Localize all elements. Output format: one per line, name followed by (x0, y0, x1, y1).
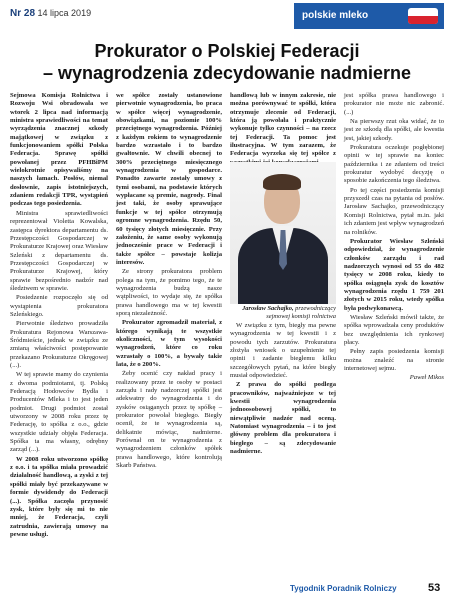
article-title (10, 40, 444, 84)
photo-caption (230, 305, 336, 321)
article-title-line2: – wynagrodzenia zdecydowanie nadmierne (42, 63, 412, 83)
issue-date: 14 lipca 2019 (37, 8, 92, 18)
issue-number: Nr 28 (10, 8, 36, 19)
article-column-1 (10, 92, 108, 540)
portrait-photo (230, 162, 336, 304)
article-lead: Sejmowa Komisja Rolnictwa i Rozwoju Wsi obradowała we wtorek 2 lipca nad informacją ministra sprawiedliwości na temat wyrządzenia znacznej szkody majątkowej w związku z funkcjonowaniem spółki Polska Federacja. Sprawę spółki powołanej przez PFHBiPM wielokrotnie opisywaliśmy na naszych łamach. Posłów, niemal dosłownie, zapis istotniejszych, zdaniem redakcji TPR, wystąpień podczas tego posiedzenia. (10, 92, 108, 208)
article-paragraph: W związku z tym, biegły ma pewne wynagrodzenia w tej kwestii i z powodu tych zarzutów. Prokuratura złożyła wniosek o uzupełnienie tej opinii i zadanie biegłemu kilku szczegółowych pytań, na które biegły musiał odpowiedzieć. (230, 322, 336, 380)
issue-info (10, 8, 91, 19)
article-paragraph: jest spółka prawa handlowego i prokurator nie może nic zabronić. (...) (344, 92, 444, 116)
article-paragraph: Ze strony prokuratora problem polega na tym, że pomimo tego, że te wynagrodzenia budzą nasze wątpliwości, to wydaje się, że spółka prawa handlowego ma w tej kwestii sporą niezależność. (116, 268, 222, 317)
article-column-3-lower (230, 322, 336, 458)
page-number: 53 (428, 582, 441, 594)
article-paragraph: Żeby ocenić czy nakład pracy i realizowany przez te osoby w postaci zarządu i rady nadzorczej spółki jest adekwatny do wynagrodzenia i do zysków osiąganych przez tę spółkę – prokurator powołał biegłego. Biegły ocenił, że te wynagrodzenia są, delikatnie mówiąc, nadmierne. Porównał on te wynagrodzenia z wynagrodzeniem członków spółek prawa handlowego, które kontrolują Skarb Państwa. (116, 370, 222, 470)
article-paragraph: Z prawa do spółki podlega pracowników, najważniejsze w tej kwestii wynagrodzenia jednoosobowej spółki, to niewątpliwie nadzór nad oceną. Natomiast wynagrodzenia – i to jest główny problem dla prokuratora i biegłego – są zdecydowanie nadmierne. (230, 381, 336, 456)
article-paragraph: Prokuratura oczekuje pogłębionej opinii w tej sprawie na koniec października i ze zdaniem od treści prokuratur wydobyć decyzję o sposobie zakończenia tego śledztwa. (344, 144, 444, 185)
footer-brand: Tygodnik Poradnik Rolniczy (290, 584, 397, 593)
article-paragraph: handlową lub w innym zakresie, nie można porównywać te spółki, która otrzymuje zlecenie od Federacji, która ją powołała i praktycznie wykonuje tylko czynności – na rzecz tej Federacji. Ta pomoc jest ilustracyjna. W tym zarazem, że Federacja wyrzeka się tej spółce z (230, 92, 336, 158)
caption-name: Jarosław Sachajko, (242, 305, 294, 312)
article-paragraph: Prokurator zgromadził materiał, z którego wynikają te wszystkie okoliczności, w tym wysokości wynagrodzeń, które co roku wzrastały o 100%, a bywały takie lata, że o 200%. (116, 319, 222, 368)
section-brand-banner (294, 3, 444, 29)
article-paragraph: Wiesław Szleński mówił także, że spółka wprowadzała ceny produktów bez uwzględnienia ich rynkowej płacy. (344, 313, 444, 346)
article-paragraph: Po tej części posiedzenia komisji przyszedł czas na pytania od posłów. Jarosław Sachajko, przewodniczący Komisji Rolnictwa, pytał m.in. jaki ich zdaniem jest wpływ wynagrodzeń na rolników. (344, 186, 444, 236)
article-paragraph: W tej sprawie mamy do czynienia z dwoma podmiotami, tj. Polską Federacją Hodowców Bydła i Producentów Mleka i to jest jeden podmiot. Drugi podmiot został utworzony w 2008 roku przez tę Federację, to spółka z o.o., gdzie wszystkie udziały objęła Federacja. Spółka ta ma własny, odrębny zarząd (...). (10, 371, 108, 454)
article-paragraph: W 2008 roku utworzono spółkę z o.o. i ta spółka miała prowadzić działalność handlową, a zyski z tej spółki miały być przekazywane w formie dywidendy do Federacji (...). Spółka zaczęła przynosić zysk, które były się mi to nie mniej, że Federacja, czyli zatrudnia, zawierają umowy na pewne usługi. (10, 455, 108, 538)
article-title-line1: Prokurator o Polskiej Federacji (94, 41, 360, 61)
caption-role: przewodniczący sejmowej komisji rolnictwa (266, 305, 336, 320)
page-footer (0, 578, 454, 600)
article-author: Paweł Mikos (409, 374, 444, 382)
article-paragraph: Ministra sprawiedliwości reprezentował Violetta Kowalska, zastępca dyrektora departamentu ds. Przestępczości Gospodarczej w Prokuraturze Krajowej oraz Wiesław Szleński z departamentu ds. Przestępczości Gospodarczej w Prokuraturze Krajowej, który sprawie bezpośrednio nadzór nad śledztwem w sprawie. (10, 209, 108, 292)
article-column-4 (344, 92, 444, 384)
page-header (0, 0, 454, 34)
article-paragraph: Posiedzenie rozpoczęło się od wystąpienia prokuratora Szleńskiego. (10, 294, 108, 318)
portrait-hair (263, 174, 301, 190)
article-paragraph: Prokurator Wiesław Szleński odpowiedział, że wynagrodzenie członków zarządu i rad nadzorczych wynosi od 55 do 482 tysięcy w 2008 roku, kiedy to spółka osiągnęła zysk do kosztów wynagrodzenia rzędu 1 759 201 złotych w 2015 roku, wtedy spółka była podwykonawcą. (344, 237, 444, 312)
poland-flag-icon (408, 8, 438, 24)
article-paragraph: Pełny zapis posiedzenia komisji można znaleźć na stronie internetowej sejmu. (344, 348, 444, 372)
article-column-3 (230, 92, 336, 168)
article-paragraph: Na pierwszy rzut oka widać, że to jest ze szkodą dla spółki, ale kwestia jest, jakiej szkody. (344, 118, 444, 142)
article-paragraph: we spółce zostały ustanowione pierwotnie wynagrodzenia, bo praca w spółce więcej wynagrodzenie, obowiązkami, na poziomie 100% przeciętnego wynagrodzenia. Później z każdym rokiem to wynagrodzenie bardzo wzrastało i to bardzo gwałtownie. W chwili obecnej to 300% przeciętnego miesięcznego wynagrodzenia w gospodarce. Ponadto zawarte zostały umowy z tymi osobami, na podstawie których wypłacane są premie, nagrody. Final jest taki, że osoby sprawujące funkcje w tej spółce otrzymują ogromne wynagrodzenia. Rzędu 50, 60 tysięcy złotych miesięcznie. Przy założeniu, że same osoby wykonują jednocześnie prace w Federacji i także spółce – powstaje kolizja interesów. (116, 92, 222, 266)
article-column-2 (116, 92, 222, 471)
article-paragraph: Pierwotnie śledztwo prowadziła Prokuratura Rejonowa Warszawa-Śródmieście, jednak w związku ze zmianą właściwości postępowanie przekazano Prokuraturze Okręgowej (...). (10, 320, 108, 369)
section-brand-label: polskie mleko (302, 10, 369, 21)
